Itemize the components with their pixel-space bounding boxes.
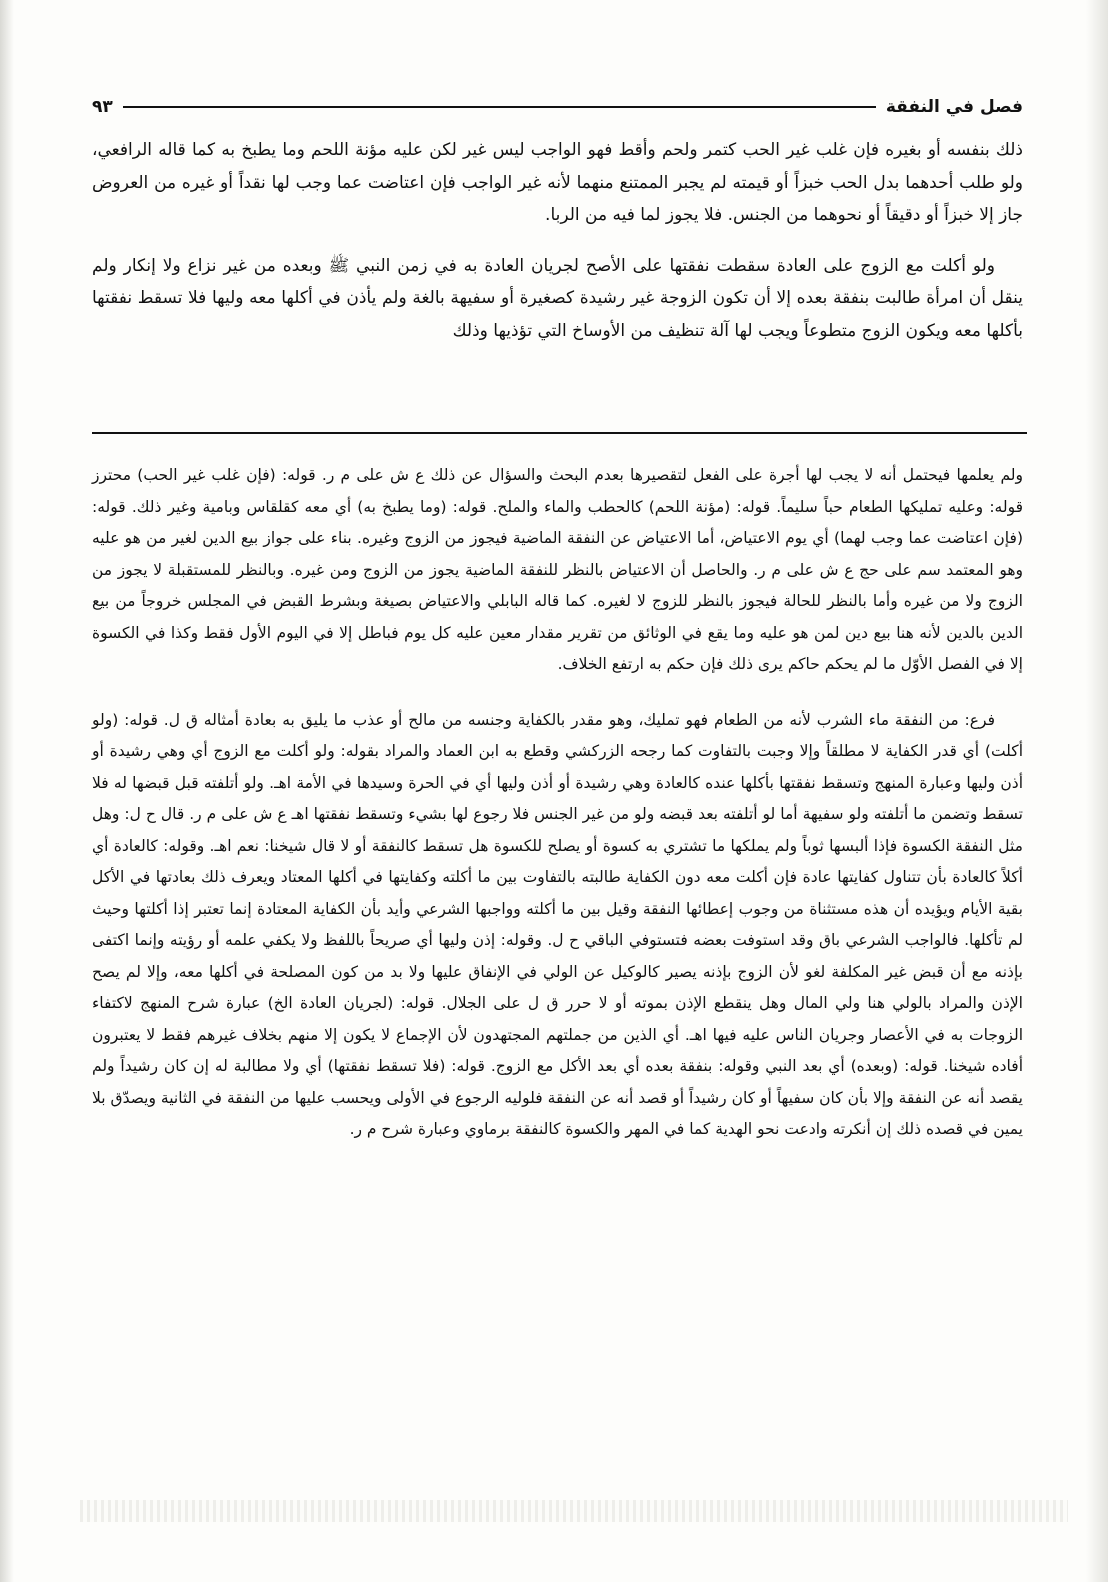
- scan-bottom-noise: [80, 1500, 1068, 1522]
- page-header: [92, 92, 1023, 122]
- commentary-paragraph: فرع: من النفقة ماء الشرب لأنه من الطعام فهو تمليك، وهو مقدر بالكفاية وجنسه من مالح أو عذب ما يليق به بعادة أمثاله ق ل. قوله: (ولو أكلت) أي قدر الكفاية لا مطلقاً وإلا وجبت بالتفاوت كما رجحه الزركشي وقطع به ابن العماد والمراد بقوله: ولو أكلت مع الزوج أي وهي رشيدة أو أذن وليها وعبارة المنهج وتسقط نفقتها بأكلها عنده كالعادة وهي رشيدة أو أذن وليها أي في الحرة وسيدها في الأمة اهـ. ولو أتلفته قبل قبضها له فلا تسقط وتضمن ما أتلفته ولو سفيهة أما لو أتلفته بعد قبضه ولو من غير الجنس فلا رجوع لها بشيء وتسقط نفقتها اهـ ع ش على م ر. قال ح ل: وهل مثل النفقة الكسوة فإذا ألبسها ثوباً ولم يملكها ما تشتري به كسوة أو يصلح للكسوة هل تسقط كالنفقة أو لا قال شيخنا: نعم اهـ. وقوله: كالعادة أي أكلاً كالعادة بأن تتناول كفايتها عادة فإن أكلت معه دون الكفاية طالبته بالتفاوت بين ما أكلته وكفايتها في أكلها المعتاد ويعرف ذلك بعادتها في الأكل بقية الأيام ويؤيده أن هذه مستثناة من وجوب إعطائها النفقة وقيل بين ما أكلته وواجبها الشرعي وأيد بأن الكفاية المعتادة إنما تعتبر إذا أكلتها وحيث لم تأكلها. فالواجب الشرعي باق وقد استوفت بعضه فتستوفي الباقي ح ل. وقوله: إذن وليها أي صريحاً باللفظ ولا يكفي علمه أو رؤيته وإنما اكتفى بإذنه مع أن قبض غير المكلفة لغو لأن الزوج بإذنه يصير كالوكيل عن الولي في الإنفاق عليها ولا بد من كون المصلحة في أكلها معه، وإلا لم يصح الإذن والمراد بالولي هنا ولي المال وهل ينقطع الإذن بموته أو لا حرر ق ل على الجلال. قوله: (لجريان العادة الخ) عبارة شرح المنهج لاكتفاء الزوجات به في الأعصار وجريان الناس عليه فيها اهـ. أي الذين من جملتهم المجتهدون لأن الإجماع لا يكون إلا منهم بخلاف غيرهم فقط لا يعتبرون أفاده شيخنا. قوله: (وبعده) أي بعد النبي وقوله: بنفقة بعده أي بعد الأكل مع الزوج. قوله: (فلا تسقط نفقتها) أي ولا مطالبة له إن كان رشيداً ولم يقصد أنه عن النفقة وإلا بأن كان سفيهاً أو كان رشيداً أو قصد أنه عن النفقة فلوليه الرجوع في الأولى ويحسب عليها من النفقة في الثانية ويصدّق بلا يمين في قصده ذلك إن أنكرته وادعت نحو الهدية كما في المهر والكسوة كالنفقة برماوي وعبارة شرح م ر.: [92, 710, 1023, 1138]
- page-number: ٩٣: [92, 97, 113, 117]
- commentary-text: [92, 460, 1023, 1146]
- main-paragraph: ذلك بنفسه أو بغيره فإن غلب غير الحب كتمر ولحم وأقط فهو الواجب ليس غير لكن عليه مؤنة اللحم وما يطبخ به كما قاله الرافعي، ولو طلب أحدهما بدل الحب خبزاً أو قيمته لم يجبر الممتنع منهما لأنه غير الواجب فإن اعتاضت عما وجب لها نقداً أو غيره من العروض جاز إلا خبزاً أو دقيقاً أو نحوهما من الجنس. فلا يجوز لما فيه من الربا.: [92, 140, 1023, 225]
- commentary-paragraph: ولم يعلمها فيحتمل أنه لا يجب لها أجرة على الفعل لتقصيرها بعدم البحث والسؤال عن ذلك ع ش على م ر. قوله: (فإن غلب غير الحب) محترز قوله: وعليه تمليكها الطعام حباً سليماً. قوله: (مؤنة اللحم) كالحطب والماء والملح. قوله: (وما يطبخ به) أي معه كقلقاس وبامية وغير ذلك. قوله: (فإن اعتاضت عما وجب لهما) أي يوم الاعتياض، أما الاعتياض عن النفقة الماضية فيجوز من الزوج وغيره. بناء على جواز بيع الدين لغير من هو عليه وهو المعتمد سم على حج ع ش على م ر. والحاصل أن الاعتياض بالنظر للنفقة الماضية يجوز من الزوج ومن غيره. وبالنظر للمستقبلة لا يجوز من الزوج ولا من غيره وأما بالنظر للحالة فيجوز بالنظر للزوج لا لغيره. كما قاله البابلي والاعتياض بصيغة وبشرط القبض في المجلس خروجاً من بيع الدين بالدين لأنه هنا بيع دين لمن هو عليه وما يقع في الوثائق من تقرير مقدار معين عليه كل يوم فباطل إلا في اليوم الأول فقط وكذا في الكسوة إلا في الفصل الأوّل ما لم يحكم حاكم يرى ذلك فإن حكم به ارتفع الخلاف.: [92, 466, 1023, 673]
- footnote-divider: [92, 432, 1027, 434]
- header-rule: [123, 106, 876, 108]
- scan-right-edge: [1086, 0, 1108, 1582]
- scan-left-edge: [0, 0, 14, 1582]
- chapter-title: فصل في النفقة: [885, 97, 1023, 117]
- main-paragraph: ولو أكلت مع الزوج على العادة سقطت نفقتها على الأصح لجريان العادة به في زمن النبي ﷺ وبعده من غير نزاع ولا إنكار ولم ينقل أن امرأة طالبت بنفقة بعده إلا أن تكون الزوجة غير رشيدة كصغيرة أو سفيهة بالغة ولم يأذن في أكلها معه وليها فلا تسقط نفقتها بأكلها معه ويكون الزوج متطوعاً ويجب لها آلة تنظيف من الأوساخ التي تؤذيها وذلك: [92, 255, 1023, 341]
- main-text: [92, 134, 1023, 347]
